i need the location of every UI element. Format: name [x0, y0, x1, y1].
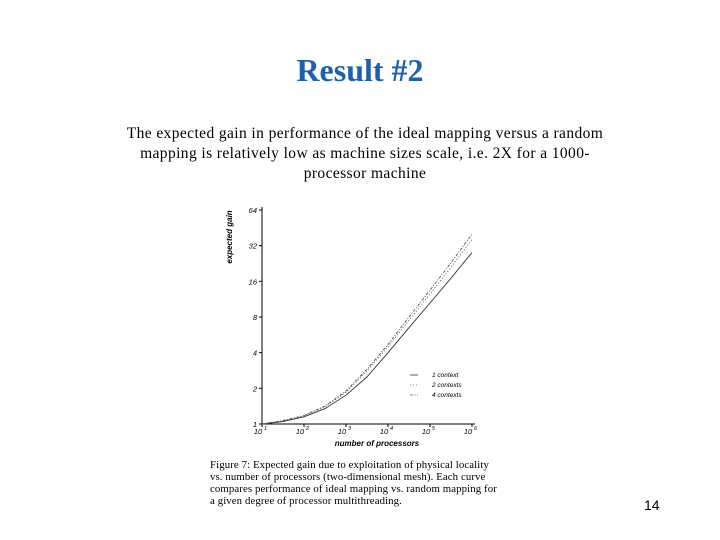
x-tick-exponent: 3 — [348, 426, 352, 432]
x-tick-label: 10 — [463, 427, 473, 436]
caption-line: compares performance of ideal mapping vs. random mapping for — [210, 483, 497, 495]
legend-label: 2 contexts — [432, 382, 462, 389]
y-tick-label: 64 — [248, 206, 257, 215]
caption-line: Figure 7: Expected gain due to exploitation of physical locality — [210, 459, 489, 471]
x-tick-exponent: 5 — [432, 426, 436, 432]
x-tick-label: 10 — [379, 427, 389, 436]
x-tick-label: 10 — [421, 427, 431, 436]
y-tick-label: 32 — [248, 241, 257, 251]
y-tick-label: 16 — [248, 277, 257, 287]
legend-label: 1 context — [432, 372, 459, 379]
figure-caption — [210, 459, 510, 507]
body-line: processor machine — [303, 165, 427, 182]
body-line: The expected gain in performance of the ideal mapping versus a random — [126, 125, 604, 142]
body-line: mapping is relatively low as machine sizes scale, i.e. 2X for a 1000- — [140, 145, 590, 162]
x-tick-label: 10 — [253, 427, 263, 436]
y-tick-label: 4 — [252, 348, 257, 358]
x-tick-label: 10 — [295, 427, 305, 436]
caption-line: vs. number of processors (two-dimensional mesh). Each curve — [210, 471, 486, 483]
page-number: 14 — [644, 497, 660, 513]
y-tick-label: 8 — [252, 313, 257, 322]
x-tick-exponent: 6 — [474, 426, 478, 432]
legend-label: 4 contexts — [432, 392, 462, 399]
x-axis-label: number of processors — [334, 439, 420, 448]
y-axis-label: expected gain — [225, 210, 234, 264]
x-tick-label: 10 — [337, 427, 347, 436]
x-tick-exponent: 4 — [390, 426, 394, 432]
slide-title: Result #2 — [296, 52, 424, 88]
x-tick-exponent: 2 — [306, 426, 310, 432]
y-tick-label: 1 — [252, 420, 257, 429]
x-tick-exponent: 1 — [264, 426, 268, 432]
caption-line: a given degree of processor multithreading. — [210, 495, 402, 507]
y-tick-label: 2 — [252, 384, 257, 394]
